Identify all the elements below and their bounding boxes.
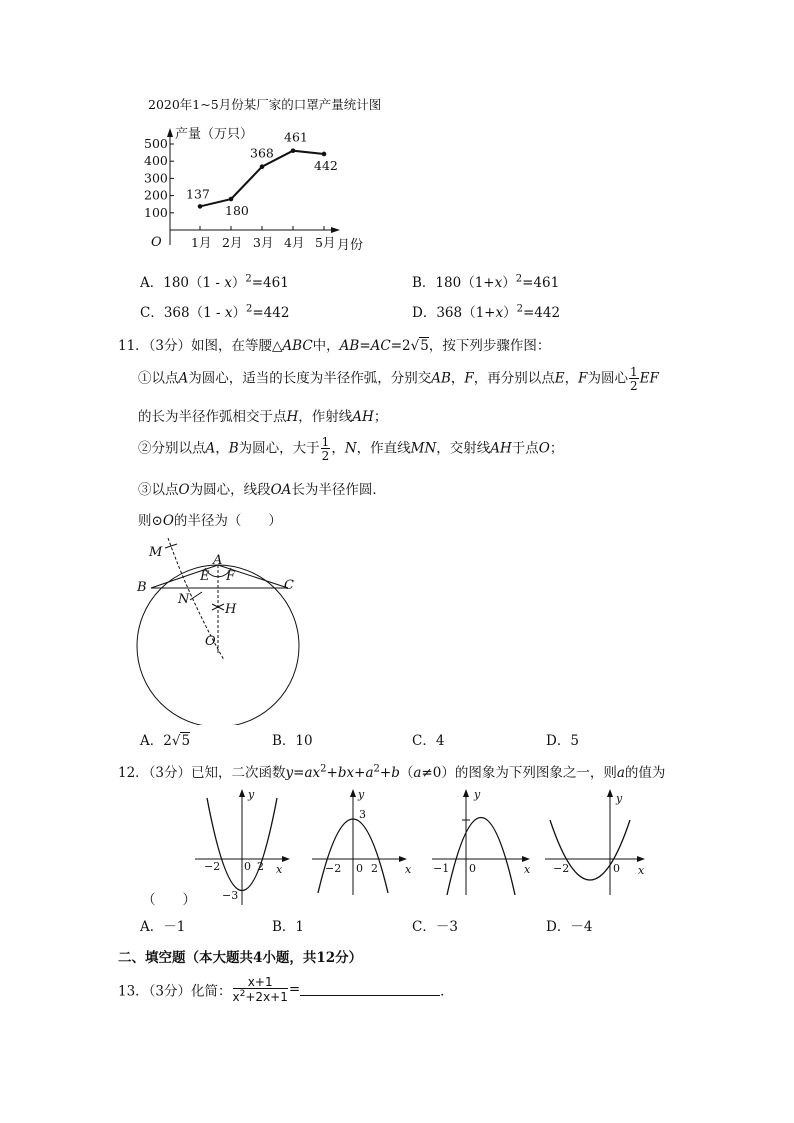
- q11-s1b: 为圆心，适当的长度为半径作弧，分别交: [188, 370, 432, 387]
- g4-y-label: y: [616, 792, 623, 805]
- q11-s1l2a: 的长为半径作弧相交于点: [138, 409, 287, 425]
- g1-neg3: −3: [222, 889, 239, 902]
- data-point: [229, 197, 234, 202]
- g4-y-arrow: [607, 789, 613, 797]
- q12-option-b[interactable]: B．1: [272, 919, 305, 935]
- q13-fraction: [233, 976, 288, 1003]
- data-label: 180: [225, 203, 249, 219]
- g1-zero: 0: [244, 860, 251, 873]
- g2-x-arrow: [399, 856, 407, 862]
- q11-half-fraction: [629, 366, 639, 392]
- q11-a-root: 5: [181, 733, 191, 749]
- data-label: 368: [250, 145, 274, 161]
- q11-step1-line2: [138, 405, 387, 425]
- q12-graphs: [130, 785, 660, 910]
- q12-cond-a: a: [413, 765, 422, 781]
- q12-a1: a: [304, 765, 313, 781]
- q12-stem: [118, 761, 665, 781]
- q12-pre: 12．（3分）已知，二次函数: [118, 765, 286, 781]
- label-f: F: [226, 569, 236, 584]
- graph-3: [432, 788, 531, 895]
- g2-two: 2: [371, 862, 378, 875]
- q11-option-b[interactable]: B．10: [272, 733, 313, 749]
- q10-c-text: C．368（1 -: [140, 305, 225, 321]
- q10-d-tail: ）: [503, 305, 517, 321]
- q10-b-text: B．180（1+: [412, 275, 495, 291]
- q10-option-b[interactable]: [412, 271, 559, 291]
- chart-ylabel: 产量（万只）: [175, 127, 254, 142]
- label-e: E: [200, 569, 210, 584]
- x-tick-label: 5月: [315, 235, 336, 250]
- q11-frac-den: 2: [630, 379, 638, 393]
- q11-s1c: ，: [450, 370, 465, 387]
- q11-q-O: O: [162, 513, 174, 529]
- q11-s2B: B: [228, 440, 239, 457]
- x-tick-label: 1月: [191, 235, 212, 250]
- q12-plus1: +: [326, 765, 338, 781]
- q11-s2a: ②分别以点: [138, 440, 206, 457]
- data-label: 461: [284, 129, 308, 145]
- q11-s2MN: MN: [410, 440, 437, 457]
- q10-a-eq: =461: [251, 275, 289, 291]
- q11-q-a: 则⊙: [138, 513, 163, 529]
- g1-neg2: −2: [204, 860, 221, 873]
- q11-frac-num: 1: [630, 365, 638, 379]
- q11-s1l2c: ；: [373, 409, 388, 425]
- q11-a-text: A．2: [140, 733, 172, 749]
- q11-s1a: ①以点: [138, 370, 179, 387]
- q13-den-sq: 2: [239, 989, 246, 999]
- q11-s3a: ③以点: [138, 482, 179, 498]
- g3-y-arrow: [463, 789, 469, 797]
- q10-c-var: x: [224, 305, 233, 321]
- g3-x-arrow: [522, 856, 530, 862]
- q11-s1l2b: ，作射线: [298, 409, 353, 425]
- q12-a2: a: [365, 765, 374, 781]
- q11-s3O: O: [178, 482, 190, 498]
- q11-ac: AC: [370, 338, 391, 354]
- q11-root: 5: [420, 338, 429, 354]
- q11-s2g: 于点: [511, 440, 539, 457]
- q11-abc: ABC: [282, 338, 313, 354]
- q10-b-eq: =461: [522, 275, 560, 291]
- q12-b1: b: [337, 765, 347, 781]
- q11-s3c: 长为半径作圆．: [291, 482, 386, 498]
- x-axis-arrow: [331, 227, 340, 233]
- q11-step1: [138, 366, 659, 392]
- q10-a-var: x: [224, 275, 232, 291]
- q12-a3: a: [616, 765, 625, 781]
- section-2-title: 二、填空题（本大题共4小题，共12分）: [118, 950, 363, 966]
- x-tick-label: 4月: [284, 235, 305, 250]
- y-axis-arrow: [167, 128, 173, 137]
- q10-a-tail: ）: [231, 275, 246, 291]
- g1-x-label: x: [276, 863, 283, 876]
- q11-s1f: 为圆心: [587, 370, 629, 387]
- q13-pre: 13．（3分）化简：: [118, 983, 232, 1000]
- y-tick-label: 300: [144, 170, 168, 186]
- q11-s1AH: AH: [352, 409, 374, 425]
- chart-xlabel: 月份: [337, 238, 364, 253]
- q11-s2h: ；: [549, 440, 564, 457]
- g3-y-label: y: [474, 788, 481, 801]
- g3-neg1: −1: [433, 862, 450, 875]
- q11-frac2-den: 2: [321, 449, 330, 463]
- g4-zero: 0: [613, 862, 620, 875]
- q13-end: ．: [440, 983, 454, 1000]
- q12-x2: x: [346, 765, 355, 781]
- chart-title: 2020年1~5月份某厂家的口罩产量统计图: [148, 97, 382, 112]
- q12-sq2: 2: [373, 763, 380, 775]
- q10-d-exp: 2: [516, 303, 523, 315]
- q11-ab: AB: [339, 338, 360, 354]
- label-b: B: [137, 580, 147, 595]
- q10-a-exp: 2: [245, 273, 252, 285]
- g2-three: 3: [359, 808, 366, 821]
- g4-neg2: −2: [553, 862, 570, 875]
- q11-s1EF: EF: [639, 370, 659, 387]
- q10-b-var: x: [494, 275, 503, 291]
- g3-parabola: [447, 818, 515, 896]
- q13-eq: =: [288, 981, 301, 998]
- q11-question: [138, 509, 282, 529]
- x-tick-label: 3月: [253, 235, 274, 250]
- q13-stem: [118, 976, 454, 1003]
- q11-half-fraction-2: [321, 436, 331, 462]
- g4-x-arrow: [637, 856, 645, 862]
- q12-plus3: +: [379, 765, 392, 781]
- label-h: H: [225, 602, 237, 617]
- data-point: [291, 148, 296, 153]
- q10-d-eq: =442: [523, 305, 561, 321]
- q12-end: 的值为: [624, 765, 666, 781]
- g3-x-label: x: [524, 863, 531, 876]
- q12-plus2: +: [354, 765, 366, 781]
- x-tick-label: 2月: [222, 235, 243, 250]
- q13-den-b: +2x+1: [245, 990, 288, 1004]
- q10-b-tail: ）: [502, 275, 516, 291]
- q13-den-a: x: [232, 990, 240, 1004]
- q11-s2b: ，: [215, 440, 229, 457]
- g1-two: 2: [257, 860, 264, 873]
- g2-y-label: y: [358, 788, 365, 801]
- q12-option-d[interactable]: D．－4: [546, 919, 593, 935]
- label-o: O: [205, 634, 216, 649]
- q11-step2: [138, 436, 563, 462]
- q12-x1: x: [312, 765, 321, 781]
- graph-4: [545, 789, 645, 895]
- g1-y-label: y: [248, 788, 255, 801]
- q10-option-a[interactable]: [140, 271, 289, 291]
- q10-a-text: A．180（1 -: [140, 275, 225, 291]
- q12-option-a[interactable]: A．－1: [140, 919, 186, 935]
- q11-option-a[interactable]: A．2√5: [140, 733, 191, 749]
- q10-c-eq: =442: [252, 305, 290, 321]
- q11-s1e: ，: [564, 370, 579, 387]
- g2-x-label: x: [405, 863, 412, 876]
- data-label: 137: [186, 186, 210, 202]
- q11-s2c: 为圆心，大于: [238, 440, 320, 457]
- q11-mid: 中，: [312, 338, 340, 354]
- q10-option-d[interactable]: [412, 301, 560, 321]
- g2-neg2: −2: [325, 862, 342, 875]
- q12-sq1: 2: [320, 763, 327, 775]
- q13-den: [233, 989, 288, 1003]
- q11-s1d: ，再分别以点: [473, 370, 555, 387]
- q12-option-c[interactable]: C．－3: [412, 919, 458, 935]
- g2-zero: 0: [356, 862, 363, 875]
- q10-b-exp: 2: [515, 273, 523, 285]
- q11-s1A: A: [178, 370, 189, 387]
- g3-zero: 0: [469, 862, 476, 875]
- y-tick-label: 500: [144, 136, 168, 151]
- q12-answer-paren: （ ）: [142, 892, 196, 908]
- chart-origin: O: [151, 235, 162, 250]
- q12-y: y: [285, 765, 294, 781]
- g1-y-arrow: [239, 789, 245, 797]
- q11-s1AB: AB: [431, 370, 451, 387]
- production-line-chart: [0, 90, 420, 260]
- q11-option-d[interactable]: D．5: [546, 733, 579, 749]
- data-label: 442: [314, 157, 338, 173]
- q11-eq1: =: [359, 338, 371, 354]
- q11-s2A: A: [205, 440, 216, 457]
- g4-x-label: x: [638, 864, 645, 877]
- label-m: M: [149, 545, 163, 560]
- label-a: A: [213, 553, 223, 568]
- data-point: [260, 164, 265, 169]
- q11-circle-figure: [130, 535, 310, 725]
- q11-s2N: N: [344, 440, 357, 457]
- q11-s2f: ，交射线: [436, 440, 491, 457]
- q11-option-c[interactable]: C．4: [412, 733, 445, 749]
- y-tick-label: 100: [144, 204, 168, 220]
- q10-c-tail: ）: [232, 305, 246, 321]
- q11-s1H: H: [286, 409, 299, 425]
- q11-s3OA: OA: [270, 482, 292, 498]
- q11-s1F: F: [464, 370, 474, 387]
- q11-frac2-num: 1: [321, 435, 330, 449]
- q11-s2e: ，作直线: [356, 440, 411, 457]
- q10-option-c[interactable]: [140, 301, 289, 321]
- y-tick-label: 400: [144, 153, 168, 169]
- q10-d-text: D．368（1+: [412, 305, 496, 321]
- q13-num: x+1: [233, 976, 288, 989]
- q11-s3b: 为圆心，线段: [189, 482, 271, 498]
- q11-s1F2: F: [578, 370, 588, 387]
- q11-step3: [138, 478, 386, 498]
- q11-end: ，按下列步骤作图：: [428, 338, 551, 354]
- q10-d-var: x: [495, 305, 504, 321]
- q12-b2: b: [391, 765, 400, 781]
- label-c: C: [284, 578, 294, 593]
- data-point: [198, 204, 203, 209]
- q11-s1E: E: [554, 370, 565, 387]
- q11-number: 11．（3分）如图，在等腰△: [118, 338, 283, 354]
- data-point: [322, 152, 327, 157]
- q13-answer-blank[interactable]: [300, 983, 440, 996]
- q12-cond-open: （: [399, 765, 414, 781]
- tick-m: [165, 544, 177, 548]
- y-tick-label: 200: [144, 187, 168, 203]
- label-n: N: [178, 592, 190, 607]
- q12-cond-rest: ≠0）的图象为下列图象之一，则: [421, 765, 617, 781]
- q11-stem: 11．（3分）如图，在等腰△ABC中，AB=AC=2√5，按下列步骤作图：: [118, 338, 551, 354]
- q11-eq2: =2: [390, 338, 411, 354]
- graph-1: [195, 788, 290, 905]
- q11-q-b: 的半径为（ ）: [173, 513, 282, 529]
- graph-2: [312, 788, 412, 895]
- q11-s2d: ，: [331, 440, 345, 457]
- q12-eq: =: [293, 765, 305, 781]
- g1-x-arrow: [282, 856, 290, 862]
- q11-s2AH: AH: [490, 440, 512, 457]
- g2-y-arrow: [350, 789, 356, 797]
- q11-s2O: O: [538, 440, 550, 457]
- q10-c-exp: 2: [245, 303, 253, 315]
